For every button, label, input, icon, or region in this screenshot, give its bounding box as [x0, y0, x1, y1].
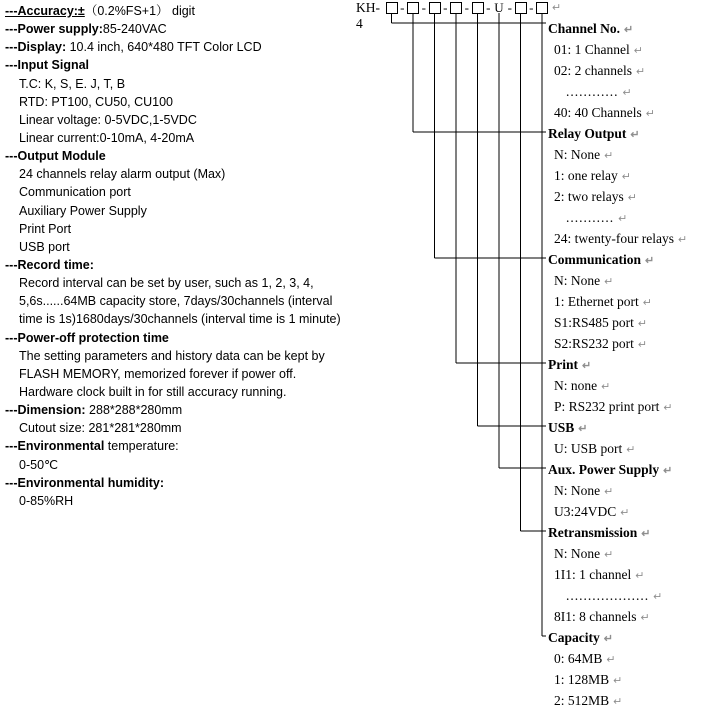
spec-text: FLASH MEMORY, memorized forever if power off. — [19, 366, 297, 381]
order-option-text: 1I1: 1 channel — [554, 567, 632, 582]
spec-line-12 — [5, 220, 377, 238]
spec-text: T.C: K, S, E. J, T, B — [19, 76, 126, 91]
paragraph-return-icon: ↵ — [622, 87, 633, 99]
paragraph-return-icon: ↵ — [653, 591, 664, 603]
order-group-label-text: Retransmission — [548, 525, 638, 540]
spec-line-7 — [5, 129, 377, 147]
spec-term: ---Record time: — [5, 257, 94, 272]
paragraph-return-icon: ↵ — [606, 654, 616, 666]
order-option-text: ................... — [566, 588, 650, 603]
code-slot-box-2 — [429, 2, 441, 14]
spec-text: 0-85%RH — [19, 493, 74, 508]
spec-term: ---Accuracy:± — [5, 4, 85, 18]
paragraph-return-icon: ↵ — [645, 255, 655, 267]
spec-text: Linear current:0-10mA, 4-20mA — [19, 130, 195, 145]
paragraph-return-icon: ↵ — [582, 360, 592, 372]
order-option — [546, 186, 722, 207]
paragraph-return-icon: ↵ — [613, 696, 623, 708]
spec-line-25 — [5, 456, 377, 474]
paragraph-return-icon: ↵ — [604, 150, 614, 162]
spec-text: 0-50℃ — [19, 457, 59, 472]
order-option-text: 2: two relays — [554, 189, 624, 204]
order-option — [546, 333, 722, 354]
order-group-label-text: USB — [548, 420, 575, 435]
spec-line-17 — [5, 310, 377, 328]
order-option-text: N: None — [554, 273, 601, 288]
spec-text: Auxiliary Power Supply — [19, 203, 147, 218]
spec-term: ---Environmental — [5, 439, 105, 454]
paragraph-return-icon: ↵ — [663, 402, 673, 414]
spec-text: （0.2%FS+1） digit — [84, 4, 195, 18]
spec-term: ---Output Module — [5, 149, 106, 164]
order-option — [546, 543, 722, 564]
order-group-label-text: Communication — [548, 252, 642, 267]
order-option-text: P: RS232 print port — [554, 399, 660, 414]
spec-text: Record interval can be set by user, such as 1, 2, 3, 4, — [19, 276, 314, 291]
order-group-label-6 — [546, 522, 722, 543]
paragraph-return-icon: ↵ — [627, 192, 637, 204]
spec-line-20 — [5, 365, 377, 383]
order-option — [546, 228, 722, 249]
paragraph-return-icon: ↵ — [637, 339, 648, 351]
order-option-text: 01: 1 Channel — [554, 42, 630, 57]
order-ellipsis — [546, 81, 722, 102]
code-slot-box-6 — [515, 2, 527, 14]
spec-text: Linear voltage: 0-5VDC,1-5VDC — [19, 112, 197, 127]
paragraph-return-icon: ↵ — [552, 2, 562, 14]
paragraph-return-icon: ↵ — [637, 318, 648, 330]
order-option-text: N: None — [554, 546, 601, 561]
code-separator: - — [486, 0, 491, 15]
spec-text: Cutout size: 281*281*280mm — [19, 421, 182, 436]
spec-line-27 — [5, 492, 377, 510]
paragraph-return-icon: ↵ — [663, 465, 673, 477]
spec-text: USB port — [19, 239, 70, 254]
paragraph-return-icon: ↵ — [626, 444, 636, 456]
order-group-label-5 — [546, 459, 722, 480]
order-option — [546, 165, 722, 186]
model-code-prefix: KH-4 — [356, 0, 380, 31]
spec-text: time is 1s)1680days/30channels (interval time is 1 minute) — [19, 312, 341, 327]
spec-line-26 — [5, 474, 377, 492]
order-group-label-text: Channel No. — [548, 21, 621, 36]
spec-text: 85-240VAC — [102, 22, 167, 37]
order-option — [546, 480, 722, 501]
spec-line-22 — [5, 401, 377, 419]
order-option-text: U3:24VDC — [554, 504, 617, 519]
paragraph-return-icon: ↵ — [620, 507, 630, 519]
spec-text: Print Port — [19, 221, 72, 236]
order-option-text: 24: twenty-four relays — [554, 231, 674, 246]
order-option — [546, 669, 722, 690]
spec-line-23 — [5, 419, 377, 437]
order-option — [546, 312, 722, 333]
order-option — [546, 144, 722, 165]
spec-line-8 — [5, 147, 377, 165]
spec-text: temperature: — [104, 439, 179, 454]
spec-text: 24 channels relay alarm output (Max) — [19, 167, 226, 182]
spec-line-18 — [5, 329, 377, 347]
spec-term: ---Display: — [5, 40, 67, 55]
paragraph-return-icon: ↵ — [630, 129, 640, 141]
order-option-text: N: none — [554, 378, 598, 393]
paragraph-return-icon: ↵ — [603, 633, 613, 645]
paragraph-return-icon: ↵ — [635, 66, 646, 78]
order-option — [546, 438, 722, 459]
code-slot-box-7 — [536, 2, 548, 14]
order-option — [546, 564, 722, 585]
code-separator: - — [464, 0, 469, 15]
order-option — [546, 291, 722, 312]
order-group-label-1 — [546, 123, 722, 144]
spec-term: ---Power supply: — [5, 22, 103, 37]
spec-text: Communication port — [19, 185, 131, 200]
order-group-label-0 — [546, 18, 722, 39]
spec-line-13 — [5, 238, 377, 256]
order-option — [546, 60, 722, 81]
order-option — [546, 39, 722, 60]
spec-line-24 — [5, 437, 377, 455]
order-option-text: 1: 128MB — [554, 672, 610, 687]
spec-line-19 — [5, 347, 377, 365]
paragraph-return-icon: ↵ — [601, 381, 611, 393]
spec-line-14 — [5, 256, 377, 274]
paragraph-return-icon: ↵ — [578, 423, 588, 435]
spec-text: 288*288*280mm — [85, 403, 183, 418]
order-option-text: N: None — [554, 483, 601, 498]
paragraph-return-icon: ↵ — [677, 234, 688, 246]
code-slot-fixed-5: U — [494, 0, 504, 15]
order-option — [546, 396, 722, 417]
code-slot-box-4 — [472, 2, 484, 14]
order-option — [546, 606, 722, 627]
spec-line-4 — [5, 75, 377, 93]
paragraph-return-icon: ↵ — [641, 528, 651, 540]
code-slot-box-0 — [386, 2, 398, 14]
paragraph-return-icon: ↵ — [640, 612, 650, 624]
spec-line-9 — [5, 165, 377, 183]
order-option-text: 02: 2 channels — [554, 63, 632, 78]
spec-line-3 — [5, 56, 377, 74]
spec-line-16 — [5, 292, 377, 310]
spec-line-1 — [5, 20, 377, 38]
order-option-text: U: USB port — [554, 441, 623, 456]
order-option — [546, 375, 722, 396]
order-option-text: N: None — [554, 147, 601, 162]
order-group-label-4 — [546, 417, 722, 438]
code-separator: - — [400, 0, 405, 15]
code-separator: - — [529, 0, 534, 15]
order-option-text: 0: 64MB — [554, 651, 603, 666]
order-option-text: ........... — [566, 210, 615, 225]
spec-line-15 — [5, 274, 377, 292]
order-group-label-text: Capacity — [548, 630, 600, 645]
order-group-label-2 — [546, 249, 722, 270]
spec-term: ---Dimension: — [5, 403, 86, 418]
spec-text: Hardware clock built in for still accuracy running. — [19, 384, 287, 399]
order-option-text: 40: 40 Channels — [554, 105, 642, 120]
order-option-text: ............ — [566, 84, 619, 99]
paragraph-return-icon: ↵ — [635, 570, 645, 582]
spec-line-10 — [5, 183, 377, 201]
spec-term: ---Environmental humidity: — [5, 475, 165, 490]
order-option — [546, 690, 722, 711]
order-option-text: S2:RS232 port — [554, 336, 634, 351]
order-option-text: 1: Ethernet port — [554, 294, 639, 309]
order-option-text: 8I1: 8 channels — [554, 609, 637, 624]
spec-text: The setting parameters and history data can be kept by — [19, 348, 325, 363]
paragraph-return-icon: ↵ — [604, 276, 614, 288]
spec-text: RTD: PT100, CU50, CU100 — [19, 94, 173, 109]
paragraph-return-icon: ↵ — [618, 213, 629, 225]
spec-text: 5,6s......64MB capacity store, 7days/30channels (interval — [19, 294, 333, 309]
code-separator: - — [421, 0, 426, 15]
order-group-label-text: Print — [548, 357, 578, 372]
order-option — [546, 270, 722, 291]
order-ellipsis — [546, 207, 722, 228]
spec-line-0 — [5, 2, 377, 20]
spec-term: ---Input Signal — [5, 58, 90, 73]
order-option — [546, 648, 722, 669]
spec-text: 10.4 inch, 640*480 TFT Color LCD — [66, 40, 262, 55]
paragraph-return-icon: ↵ — [604, 549, 614, 561]
code-slot-box-1 — [407, 2, 419, 14]
order-group-label-text: Aux. Power Supply — [548, 462, 660, 477]
spec-line-11 — [5, 202, 377, 220]
spec-line-5 — [5, 93, 377, 111]
spec-term: ---Power-off protection time — [5, 330, 169, 345]
paragraph-return-icon: ↵ — [645, 108, 655, 120]
spec-line-2 — [5, 38, 377, 56]
paragraph-return-icon: ↵ — [642, 297, 652, 309]
specifications-list — [5, 2, 377, 510]
order-option — [546, 501, 722, 522]
paragraph-return-icon: ↵ — [624, 24, 634, 36]
order-option-text: S1:RS485 port — [554, 315, 634, 330]
code-separator: - — [443, 0, 448, 15]
order-ellipsis — [546, 585, 722, 606]
paragraph-return-icon: ↵ — [621, 171, 631, 183]
order-group-label-3 — [546, 354, 722, 375]
order-option-text: 1: one relay — [554, 168, 618, 183]
order-option — [546, 102, 722, 123]
code-separator: - — [507, 0, 512, 15]
order-group-label-text: Relay Output — [548, 126, 627, 141]
order-group-label-7 — [546, 627, 722, 648]
code-slot-box-3 — [450, 2, 462, 14]
paragraph-return-icon: ↵ — [604, 486, 614, 498]
spec-line-21 — [5, 383, 377, 401]
paragraph-return-icon: ↵ — [613, 675, 623, 687]
paragraph-return-icon: ↵ — [633, 45, 643, 57]
ordering-options-column — [546, 18, 722, 711]
order-option-text: 2: 512MB — [554, 693, 610, 708]
spec-line-6 — [5, 111, 377, 129]
